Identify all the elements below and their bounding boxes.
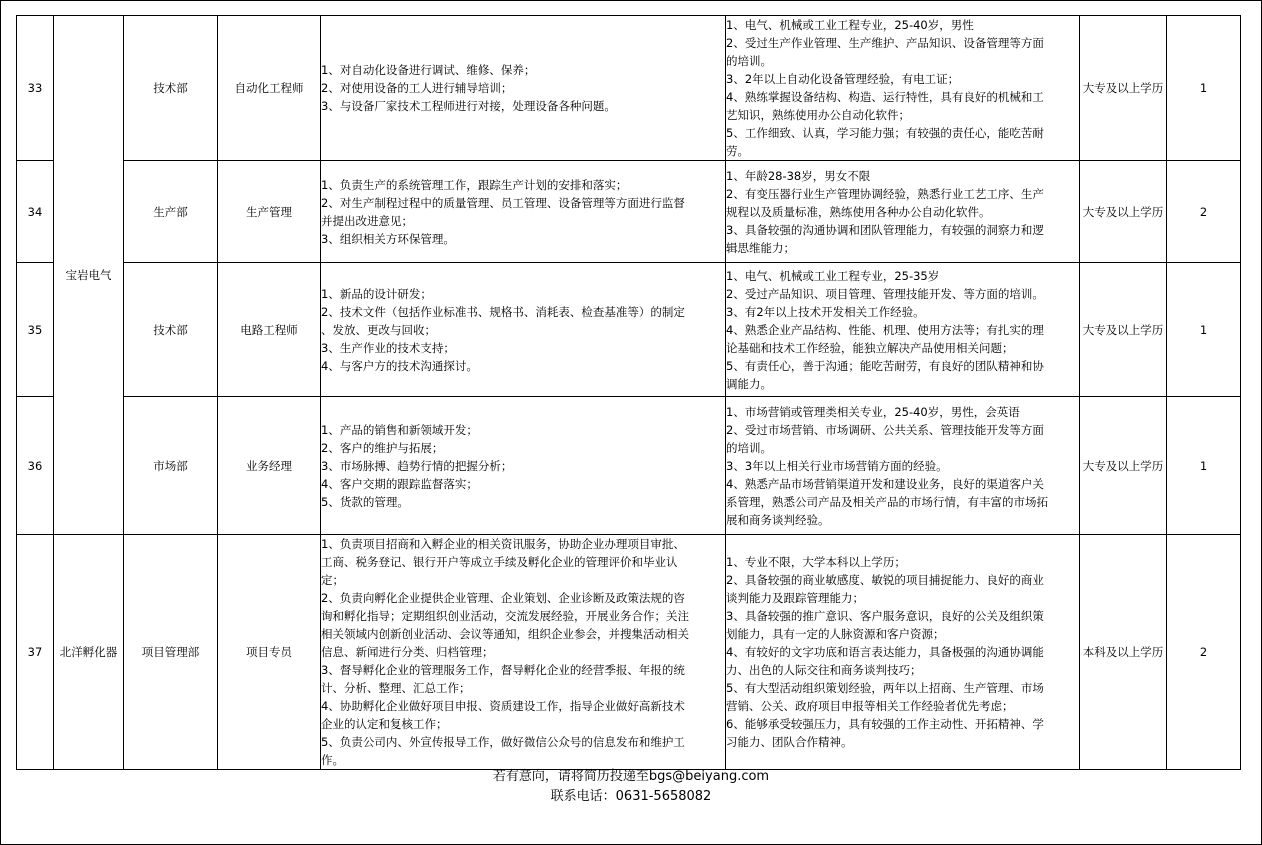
department-cell: 项目管理部 (124, 535, 218, 770)
education-cell: 大专及以上学历 (1080, 16, 1167, 161)
cell-text-line: 2、技术文件（包括作业标准书、规格书、消耗表、检查基准等）的制定 (321, 304, 685, 319)
position-cell: 自动化工程师 (218, 16, 321, 161)
cell-text-line: 定； (321, 573, 344, 587)
cell-text-line: 2、受过生产作业管理、生产维护、产品知识、设备管理等方面 (726, 36, 1044, 50)
cell-text-line: 5、货款的管理。 (321, 494, 409, 509)
cell-text-line: 2、具备较强的商业敏感度、敏锐的项目捕捉能力、良好的商业 (726, 573, 1044, 587)
cell-text-line: 艺知识，熟练使用办公自动化软件； (726, 108, 910, 122)
cell-text-line: 3、市场脉搏、趋势行情的把握分析； (321, 458, 513, 473)
table-row (17, 16, 1241, 161)
company-cell: 宝岩电气 (54, 16, 124, 535)
cell-text-line: 1、负责项目招商和入孵企业的相关资讯服务，协助企业办理项目审批、 (321, 537, 685, 551)
cell-text-line: 1、负责生产的系统管理工作，跟踪生产计划的安排和落实； (321, 177, 628, 192)
duties-cell (321, 263, 726, 397)
cell-text-line: 1、市场营销或管理类相关专业，25-40岁，男性，会英语 (726, 404, 1020, 419)
education-cell: 大专及以上学历 (1080, 161, 1167, 263)
cell-text-line: 论基础和技术工作经验，能独立解决产品使用相关问题； (726, 340, 1014, 355)
cell-text-line: 3、督导孵化企业的管理服务工作，督导孵化企业的经营季报、年报的统 (321, 663, 685, 677)
cell-text-line: 3、组织相关方环保管理。 (321, 231, 455, 246)
position-cell: 项目专员 (218, 535, 321, 770)
cell-text-line: 营销、公关、政府项目申报等相关工作经验者优先考虑； (726, 699, 1014, 713)
cell-text-line: 3、具备较强的推广意识、客户服务意识，良好的公关及组织策 (726, 609, 1044, 623)
cell-text-line: 系管理，熟悉公司产品及相关产品的市场行情，有丰富的市场拓 (726, 494, 1048, 509)
requirements-cell (726, 535, 1080, 770)
education-cell: 大专及以上学历 (1080, 263, 1167, 397)
cell-text-line: 5、有大型活动组织策划经验，两年以上招商、生产管理、市场 (726, 681, 1044, 695)
cell-text-line: 辑思维能力； (726, 240, 795, 255)
department-cell: 技术部 (124, 16, 218, 161)
cell-text-line: 3、与设备厂家技术工程师进行对接，处理设备各种问题。 (321, 99, 616, 113)
cell-text-line: 3、生产作业的技术支持； (321, 340, 455, 355)
company-cell: 北洋孵化器 (54, 535, 124, 770)
table-row (17, 397, 1241, 535)
cell-text-line: 4、协助孵化企业做好项目申报、资质建设工作，指导企业做好高新技术 (321, 699, 685, 713)
cell-text-line: 1、专业不限，大学本科以上学历； (726, 555, 906, 569)
education-cell: 大专及以上学历 (1080, 397, 1167, 535)
requirements-cell (726, 263, 1080, 397)
cell-text-line: 计、分析、整理、汇总工作； (321, 681, 471, 695)
contact-phone-line: 联系电话：0631-5658082 (550, 789, 712, 804)
contact-email-line: 若有意向，请将简历投递至bgs@beiyang.com (492, 769, 770, 784)
job-table (16, 15, 1241, 770)
cell-text-line: 4、与客户方的技术沟通探讨。 (321, 358, 478, 373)
cell-text-line: 力、出色的人际交往和商务谈判技巧； (726, 663, 922, 677)
department-cell: 生产部 (124, 161, 218, 263)
row-number: 34 (17, 161, 54, 263)
cell-text-line: 3、2年以上自动化设备管理经验，有电工证； (726, 72, 960, 86)
cell-text-line: 谈判能力及跟踪管理能力； (726, 591, 864, 605)
row-number: 33 (17, 16, 54, 161)
headcount-cell: 1 (1167, 397, 1241, 535)
table-row (17, 535, 1241, 770)
cell-text-line: 5、工作细致、认真，学习能力强；有较强的责任心，能吃苦耐 (726, 126, 1044, 140)
cell-text-line: 习能力、团队合作精神。 (726, 735, 853, 749)
cell-text-line: 信息、新闻进行分类、归档管理； (321, 645, 494, 659)
cell-text-line: 1、对自动化设备进行调试、维修、保养； (321, 63, 536, 77)
cell-text-line: 4、熟悉企业产品结构、性能、机理、使用方法等；有扎实的理 (726, 322, 1044, 337)
position-cell: 电路工程师 (218, 263, 321, 397)
requirements-cell (726, 161, 1080, 263)
cell-text-line: 1、电气、机械或工业工程专业，25-35岁 (726, 268, 940, 283)
cell-text-line: 3、有2年以上技术开发相关工作经验。 (726, 304, 925, 319)
headcount-cell: 1 (1167, 263, 1241, 397)
cell-text-line: 1、电气、机械或工业工程专业，25-40岁，男性 (726, 18, 974, 32)
row-number: 37 (17, 535, 54, 770)
cell-text-line: 4、有较好的文字功底和语言表达能力，具备极强的沟通协调能 (726, 645, 1044, 659)
duties-cell (321, 535, 726, 770)
headcount-cell: 2 (1167, 161, 1241, 263)
cell-text-line: 2、客户的维护与拓展； (321, 440, 444, 455)
education-cell: 本科及以上学历 (1080, 535, 1167, 770)
duties-cell (321, 16, 726, 161)
cell-text-line: 的培训。 (726, 54, 772, 68)
cell-text-line: 3、3年以上相关行业市场营销方面的经验。 (726, 458, 948, 473)
row-number: 35 (17, 263, 54, 397)
cell-text-line: 2、负责向孵化企业提供企业管理、企业策划、企业诊断及政策法规的咨 (321, 591, 685, 605)
requirements-cell (726, 16, 1080, 161)
requirements-cell (726, 397, 1080, 535)
cell-text-line: 并提出改进意见； (321, 213, 413, 228)
duties-cell (321, 161, 726, 263)
headcount-cell: 2 (1167, 535, 1241, 770)
department-cell: 技术部 (124, 263, 218, 397)
position-cell: 业务经理 (218, 397, 321, 535)
cell-text-line: 作。 (321, 753, 344, 767)
cell-text-line: 4、客户交期的跟踪监督落实； (321, 476, 478, 491)
cell-text-line: 5、负责公司内、外宣传报导工作，做好微信公众号的信息发布和维护工 (321, 735, 685, 749)
cell-text-line: 6、能够承受较强压力，具有较强的工作主动性、开拓精神、学 (726, 717, 1044, 731)
row-number: 36 (17, 397, 54, 535)
cell-text-line: 1、年龄28-38岁，男女不限 (726, 168, 871, 183)
cell-text-line: 展和商务谈判经验。 (726, 512, 830, 527)
cell-text-line: 4、熟悉产品市场营销渠道开发和建设业务，良好的渠道客户关 (726, 476, 1044, 491)
cell-text-line: 2、有变压器行业生产管理协调经验，熟悉行业工艺工序、生产 (726, 186, 1044, 201)
cell-text-line: 工商、税务登记、银行开户等成立手续及孵化企业的管理评价和毕业认 (321, 555, 678, 569)
cell-text-line: 企业的认定和复核工作； (321, 717, 448, 731)
table-row (17, 263, 1241, 397)
cell-text-line: 、发放、更改与回收； (321, 322, 436, 337)
cell-text-line: 2、对生产制程过程中的质量管理、员工管理、设备管理等方面进行监督 (321, 195, 685, 210)
cell-text-line: 调能力。 (726, 376, 772, 391)
cell-text-line: 划能力，具有一定的人脉资源和客户资源； (726, 627, 945, 641)
cell-text-line: 2、受过市场营销、市场调研、公共关系、管理技能开发等方面 (726, 422, 1044, 437)
department-cell: 市场部 (124, 397, 218, 535)
cell-text-line: 的培训。 (726, 440, 772, 455)
cell-text-line: 2、对使用设备的工人进行辅导培训； (321, 81, 513, 95)
cell-text-line: 1、新品的设计研发； (321, 286, 432, 301)
cell-text-line: 相关领域内创新创业活动、会议等通知，组织企业参会，并搜集活动相关 (321, 627, 689, 641)
table-row (17, 161, 1241, 263)
cell-text-line: 劳。 (726, 144, 749, 158)
duties-cell (321, 397, 726, 535)
cell-text-line: 5、有责任心，善于沟通；能吃苦耐劳，有良好的团队精神和协 (726, 358, 1044, 373)
cell-text-line: 4、熟练掌握设备结构、构造、运行特性，具有良好的机械和工 (726, 90, 1044, 104)
position-cell: 生产管理 (218, 161, 321, 263)
cell-text-line: 询和孵化指导；定期组织创业活动，交流发展经验，开展业务合作；关注 (321, 609, 689, 623)
headcount-cell: 1 (1167, 16, 1241, 161)
cell-text-line: 1、产品的销售和新领域开发； (321, 422, 478, 437)
cell-text-line: 规程以及质量标准，熟练使用各种办公自动化软件。 (726, 204, 991, 219)
cell-text-line: 3、具备较强的沟通协调和团队管理能力，有较强的洞察力和逻 (726, 222, 1044, 237)
cell-text-line: 2、受过产品知识、项目管理、管理技能开发、等方面的培训。 (726, 286, 1044, 301)
